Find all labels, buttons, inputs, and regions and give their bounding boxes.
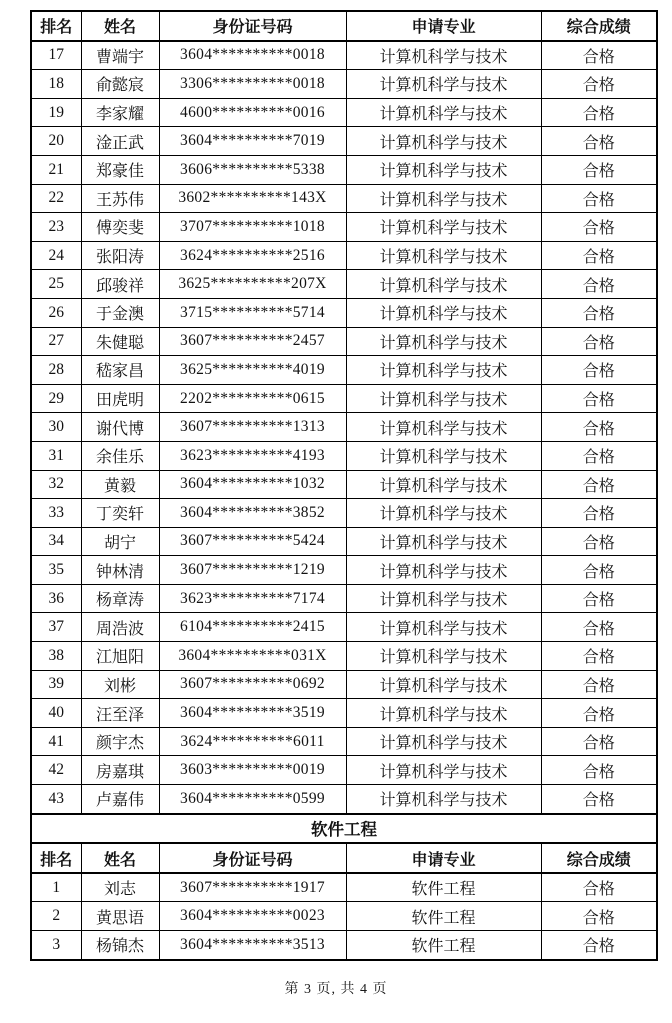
- column-header-score-cell: 综合成绩: [541, 843, 657, 873]
- major-cell: 计算机科学与技术: [346, 499, 541, 528]
- table-row: [31, 441, 657, 470]
- score-cell: 合格: [541, 213, 657, 242]
- column-header-major-cell: 申请专业: [346, 11, 541, 41]
- major-cell: 计算机科学与技术: [346, 384, 541, 413]
- rank-cell: 3: [31, 931, 81, 960]
- table-row: [31, 327, 657, 356]
- rank-cell: 19: [31, 98, 81, 127]
- id-number-cell: 3604**********031X: [159, 642, 346, 671]
- major-cell: 计算机科学与技术: [346, 356, 541, 385]
- column-header-rank-cell: 排名: [31, 11, 81, 41]
- table-row: [31, 241, 657, 270]
- rank-cell: 29: [31, 384, 81, 413]
- score-cell: 合格: [541, 699, 657, 728]
- name-cell: 李家耀: [81, 98, 159, 127]
- id-number-cell: 3604**********3519: [159, 699, 346, 728]
- table-row: [31, 213, 657, 242]
- table-row: [31, 298, 657, 327]
- name-cell: 于金澳: [81, 298, 159, 327]
- score-cell: 合格: [541, 241, 657, 270]
- score-cell: 合格: [541, 785, 657, 814]
- score-cell: 合格: [541, 613, 657, 642]
- id-number-cell: 3604**********0599: [159, 785, 346, 814]
- id-number-cell: 3602**********143X: [159, 184, 346, 213]
- id-number-cell: 3624**********2516: [159, 241, 346, 270]
- table-row: [31, 931, 657, 960]
- name-cell: 房嘉琪: [81, 756, 159, 785]
- column-header-name-cell: 姓名: [81, 843, 159, 873]
- id-number-cell: 3623**********4193: [159, 441, 346, 470]
- rank-cell: 24: [31, 241, 81, 270]
- major-cell: 软件工程: [346, 902, 541, 931]
- rank-cell: 17: [31, 41, 81, 70]
- score-cell: 合格: [541, 584, 657, 613]
- id-number-cell: 3624**********6011: [159, 727, 346, 756]
- id-number-cell: 3604**********7019: [159, 127, 346, 156]
- score-cell: 合格: [541, 155, 657, 184]
- score-cell: 合格: [541, 756, 657, 785]
- column-header-row: [31, 843, 657, 873]
- rank-cell: 34: [31, 527, 81, 556]
- major-cell: 软件工程: [346, 873, 541, 902]
- id-number-cell: 3604**********3513: [159, 931, 346, 960]
- rank-cell: 36: [31, 584, 81, 613]
- column-header-id-number-cell: 身份证号码: [159, 843, 346, 873]
- table-row: [31, 413, 657, 442]
- rank-cell: 1: [31, 873, 81, 902]
- score-cell: 合格: [541, 727, 657, 756]
- rank-cell: 39: [31, 670, 81, 699]
- rank-cell: 21: [31, 155, 81, 184]
- major-cell: 计算机科学与技术: [346, 556, 541, 585]
- name-cell: 江旭阳: [81, 642, 159, 671]
- table-row: [31, 127, 657, 156]
- rank-cell: 37: [31, 613, 81, 642]
- name-cell: 曹端宇: [81, 41, 159, 70]
- rank-cell: 2: [31, 902, 81, 931]
- table-row: [31, 98, 657, 127]
- score-cell: 合格: [541, 384, 657, 413]
- table-row: [31, 613, 657, 642]
- rank-cell: 30: [31, 413, 81, 442]
- rank-cell: 35: [31, 556, 81, 585]
- name-cell: 田虎明: [81, 384, 159, 413]
- name-cell: 谢代博: [81, 413, 159, 442]
- table-row: [31, 70, 657, 99]
- rank-cell: 22: [31, 184, 81, 213]
- name-cell: 俞懿宸: [81, 70, 159, 99]
- major-cell: 计算机科学与技术: [346, 670, 541, 699]
- score-cell: 合格: [541, 556, 657, 585]
- table-row: [31, 902, 657, 931]
- name-cell: 杨章涛: [81, 584, 159, 613]
- rank-cell: 23: [31, 213, 81, 242]
- rank-cell: 38: [31, 642, 81, 671]
- major-cell: 计算机科学与技术: [346, 441, 541, 470]
- name-cell: 淦正武: [81, 127, 159, 156]
- name-cell: 刘志: [81, 873, 159, 902]
- table-row: [31, 41, 657, 70]
- major-cell: 计算机科学与技术: [346, 727, 541, 756]
- score-cell: 合格: [541, 70, 657, 99]
- name-cell: 周浩波: [81, 613, 159, 642]
- score-cell: 合格: [541, 270, 657, 299]
- score-cell: 合格: [541, 127, 657, 156]
- column-header-id-number-cell: 身份证号码: [159, 11, 346, 41]
- column-header-score-cell: 综合成绩: [541, 11, 657, 41]
- major-cell: 计算机科学与技术: [346, 584, 541, 613]
- table-row: [31, 642, 657, 671]
- score-cell: 合格: [541, 41, 657, 70]
- score-cell: 合格: [541, 413, 657, 442]
- results-table: [30, 10, 658, 961]
- table-row: [31, 184, 657, 213]
- major-cell: 计算机科学与技术: [346, 785, 541, 814]
- score-cell: 合格: [541, 356, 657, 385]
- name-cell: 黄思语: [81, 902, 159, 931]
- major-cell: 计算机科学与技术: [346, 270, 541, 299]
- major-cell: 软件工程: [346, 931, 541, 960]
- name-cell: 黄毅: [81, 470, 159, 499]
- table-row: [31, 384, 657, 413]
- table-row: [31, 670, 657, 699]
- table-row: [31, 527, 657, 556]
- table-row: [31, 270, 657, 299]
- table-row: [31, 356, 657, 385]
- id-number-cell: 3607**********2457: [159, 327, 346, 356]
- rank-cell: 43: [31, 785, 81, 814]
- id-number-cell: 3625**********4019: [159, 356, 346, 385]
- name-cell: 汪至泽: [81, 699, 159, 728]
- major-cell: 计算机科学与技术: [346, 155, 541, 184]
- major-cell: 计算机科学与技术: [346, 413, 541, 442]
- id-number-cell: 3625**********207X: [159, 270, 346, 299]
- name-cell: 朱健聪: [81, 327, 159, 356]
- id-number-cell: 3607**********5424: [159, 527, 346, 556]
- id-number-cell: 3603**********0019: [159, 756, 346, 785]
- id-number-cell: 3707**********1018: [159, 213, 346, 242]
- major-cell: 计算机科学与技术: [346, 642, 541, 671]
- score-cell: 合格: [541, 670, 657, 699]
- rank-cell: 26: [31, 298, 81, 327]
- score-cell: 合格: [541, 902, 657, 931]
- major-cell: 计算机科学与技术: [346, 613, 541, 642]
- rank-cell: 42: [31, 756, 81, 785]
- major-cell: 计算机科学与技术: [346, 470, 541, 499]
- id-number-cell: 4600**********0016: [159, 98, 346, 127]
- id-number-cell: 3607**********1917: [159, 873, 346, 902]
- major-cell: 计算机科学与技术: [346, 527, 541, 556]
- major-cell: 计算机科学与技术: [346, 756, 541, 785]
- score-cell: 合格: [541, 642, 657, 671]
- table-row: [31, 470, 657, 499]
- id-number-cell: 6104**********2415: [159, 613, 346, 642]
- major-cell: 计算机科学与技术: [346, 213, 541, 242]
- major-cell: 计算机科学与技术: [346, 327, 541, 356]
- id-number-cell: 2202**********0615: [159, 384, 346, 413]
- name-cell: 颜宇杰: [81, 727, 159, 756]
- score-cell: 合格: [541, 527, 657, 556]
- id-number-cell: 3715**********5714: [159, 298, 346, 327]
- name-cell: 胡宁: [81, 527, 159, 556]
- score-cell: 合格: [541, 873, 657, 902]
- score-cell: 合格: [541, 441, 657, 470]
- name-cell: 郑豪佳: [81, 155, 159, 184]
- score-cell: 合格: [541, 499, 657, 528]
- score-cell: 合格: [541, 470, 657, 499]
- major-cell: 计算机科学与技术: [346, 70, 541, 99]
- score-cell: 合格: [541, 327, 657, 356]
- score-cell: 合格: [541, 298, 657, 327]
- name-cell: 余佳乐: [81, 441, 159, 470]
- table-row: [31, 699, 657, 728]
- score-cell: 合格: [541, 98, 657, 127]
- name-cell: 卢嘉伟: [81, 785, 159, 814]
- name-cell: 邱骏祥: [81, 270, 159, 299]
- id-number-cell: 3607**********0692: [159, 670, 346, 699]
- major-cell: 计算机科学与技术: [346, 98, 541, 127]
- page-number-footer: 第 3 页, 共 4 页: [284, 982, 388, 997]
- table-row: [31, 785, 657, 814]
- rank-cell: 18: [31, 70, 81, 99]
- id-number-cell: 3604**********1032: [159, 470, 346, 499]
- table-row: [31, 155, 657, 184]
- name-cell: 钟林清: [81, 556, 159, 585]
- id-number-cell: 3607**********1313: [159, 413, 346, 442]
- rank-cell: 33: [31, 499, 81, 528]
- id-number-cell: 3306**********0018: [159, 70, 346, 99]
- id-number-cell: 3623**********7174: [159, 584, 346, 613]
- column-header-name-cell: 姓名: [81, 11, 159, 41]
- id-number-cell: 3607**********1219: [159, 556, 346, 585]
- id-number-cell: 3604**********3852: [159, 499, 346, 528]
- column-header-row: [31, 11, 657, 41]
- rank-cell: 31: [31, 441, 81, 470]
- table-row: [31, 584, 657, 613]
- major-cell: 计算机科学与技术: [346, 298, 541, 327]
- column-header-rank-cell: 排名: [31, 843, 81, 873]
- rank-cell: 27: [31, 327, 81, 356]
- name-cell: 傅奕斐: [81, 213, 159, 242]
- major-cell: 计算机科学与技术: [346, 41, 541, 70]
- major-cell: 计算机科学与技术: [346, 127, 541, 156]
- column-header-major-cell: 申请专业: [346, 843, 541, 873]
- table-row: [31, 756, 657, 785]
- table-row: [31, 499, 657, 528]
- name-cell: 张阳涛: [81, 241, 159, 270]
- name-cell: 刘彬: [81, 670, 159, 699]
- major-cell: 计算机科学与技术: [346, 699, 541, 728]
- major-cell: 计算机科学与技术: [346, 241, 541, 270]
- name-cell: 嵇家昌: [81, 356, 159, 385]
- score-cell: 合格: [541, 184, 657, 213]
- table-row: [31, 556, 657, 585]
- rank-cell: 32: [31, 470, 81, 499]
- id-number-cell: 3606**********5338: [159, 155, 346, 184]
- section-title-row: [31, 814, 657, 844]
- id-number-cell: 3604**********0018: [159, 41, 346, 70]
- rank-cell: 25: [31, 270, 81, 299]
- rank-cell: 20: [31, 127, 81, 156]
- name-cell: 杨锦杰: [81, 931, 159, 960]
- section-title: 软件工程: [31, 814, 657, 844]
- table-row: [31, 873, 657, 902]
- rank-cell: 40: [31, 699, 81, 728]
- score-cell: 合格: [541, 931, 657, 960]
- id-number-cell: 3604**********0023: [159, 902, 346, 931]
- rank-cell: 28: [31, 356, 81, 385]
- name-cell: 丁奕轩: [81, 499, 159, 528]
- rank-cell: 41: [31, 727, 81, 756]
- name-cell: 王苏伟: [81, 184, 159, 213]
- table-row: [31, 727, 657, 756]
- major-cell: 计算机科学与技术: [346, 184, 541, 213]
